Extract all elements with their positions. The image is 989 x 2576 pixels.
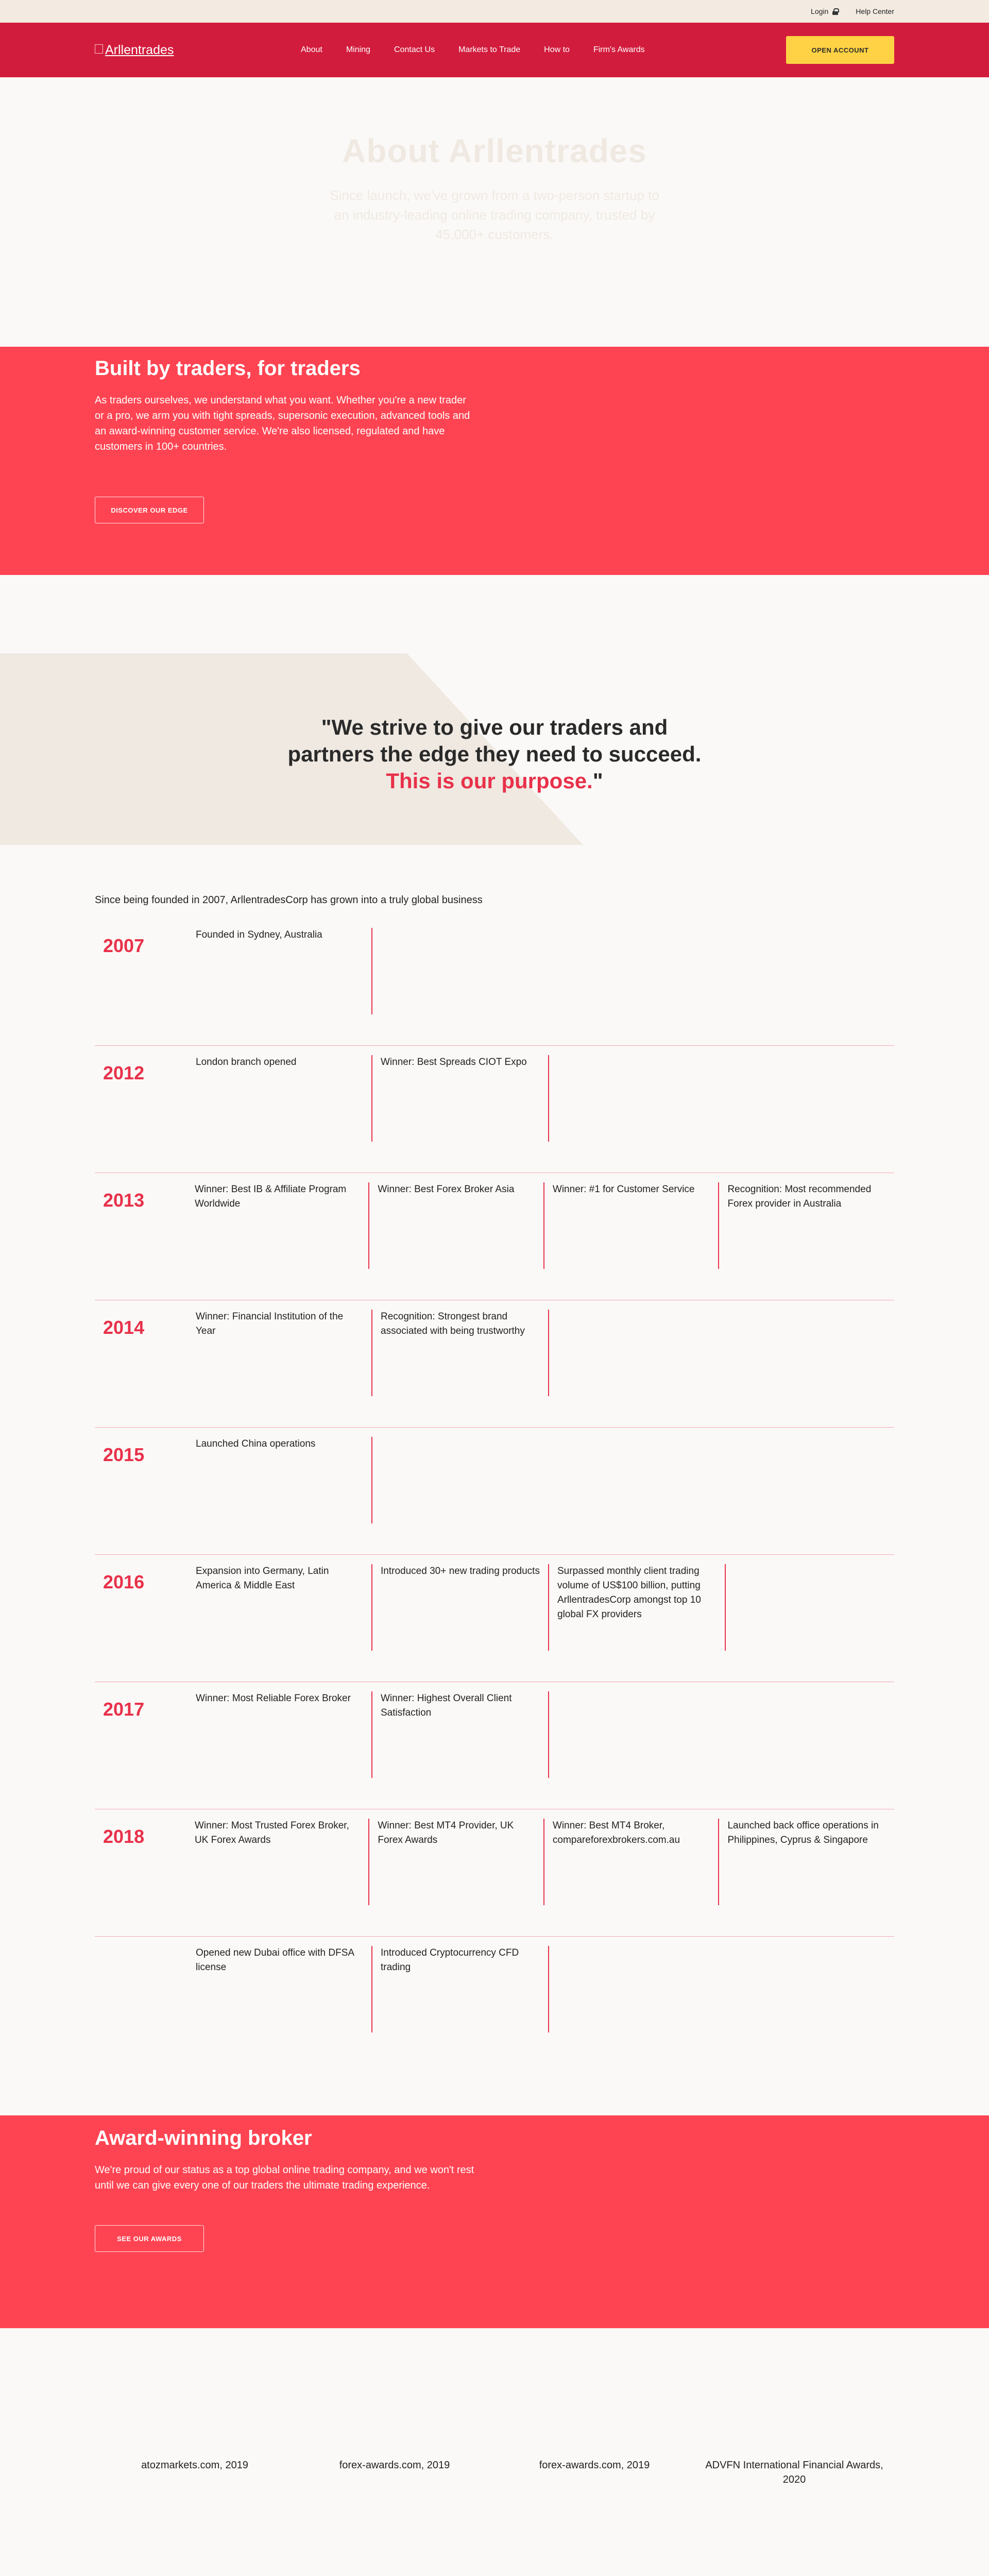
- awards-list-section: [0, 2328, 989, 2576]
- timeline-milestone: Recognition: Most recommended Forex provider in Australia: [727, 1184, 872, 1209]
- logo-text: Arllentrades: [105, 42, 174, 57]
- timeline-milestone: Winner: Best Forex Broker Asia: [369, 1182, 544, 1269]
- timeline-milestone: Winner: Highest Overall Client Satisfaction: [372, 1691, 549, 1778]
- nav-firms-awards[interactable]: Firm's Awards: [593, 45, 645, 54]
- timeline-row: [95, 1809, 894, 1937]
- timeline-milestone: Surpassed monthly client trading volume of US$100 billion, putting ArllentradesCorp amongst top 10 global FX providers: [549, 1564, 726, 1651]
- award-title: Award-winning broker: [95, 2127, 312, 2149]
- purpose-quote-section: [0, 575, 989, 884]
- timeline-milestone: Winner: Best IB & Affiliate Program Worldwide: [195, 1182, 369, 1269]
- quote-line-1: "We strive to give our traders and: [321, 715, 668, 739]
- timeline-milestone: Winner: #1 for Customer Service: [544, 1182, 720, 1269]
- award-item: forex-awards.com, 2019: [339, 2460, 450, 2471]
- main-nav: [301, 45, 645, 55]
- quote-line-2: partners the edge they need to succeed.: [287, 742, 702, 766]
- nav-mining[interactable]: Mining: [346, 45, 370, 54]
- hero-subtitle: Since launch, we've grown from a two-person startup to an industry-leading online trading company, trusted by 45,000+ customers.: [330, 188, 659, 242]
- timeline-milestone: Launched China operations: [196, 1437, 372, 1523]
- hero-section: [0, 77, 989, 347]
- timeline-row: [95, 1682, 894, 1809]
- timeline-milestone: Recognition: Strongest brand associated with being trustworthy: [372, 1310, 549, 1396]
- site-logo[interactable]: [95, 43, 301, 58]
- help-center-label: Help Center: [856, 7, 894, 15]
- timeline-year: 2014: [103, 1317, 145, 1338]
- timeline-milestone: London branch opened: [196, 1055, 372, 1142]
- discover-edge-button[interactable]: DISCOVER OUR EDGE: [95, 497, 204, 523]
- timeline-row: [95, 1046, 894, 1173]
- timeline-milestone: Winner: Best MT4 Broker, compareforexbrokers.com.au: [544, 1819, 720, 1905]
- award-item: atozmarkets.com, 2019: [141, 2460, 248, 2471]
- timeline-year: 2013: [103, 1190, 145, 1211]
- quote-accent: This is our purpose.: [386, 769, 593, 793]
- timeline-row: [95, 1428, 894, 1555]
- timeline-milestone: Winner: Best Spreads CIOT Expo: [372, 1055, 549, 1142]
- timeline-row: [95, 1173, 894, 1300]
- timeline-milestone: Founded in Sydney, Australia: [196, 928, 372, 1014]
- timeline-milestone: Winner: Most Reliable Forex Broker: [196, 1691, 372, 1778]
- timeline-rows: [95, 919, 894, 2064]
- open-account-button[interactable]: OPEN ACCOUNT: [786, 36, 894, 64]
- timeline-intro: Since being founded in 2007, ArllentradesCorp has grown into a truly global business: [95, 894, 483, 906]
- timeline-year: [95, 1946, 196, 2064]
- timeline-year: 2012: [103, 1062, 145, 1083]
- timeline-milestone: Winner: Financial Institution of the Year: [196, 1310, 372, 1396]
- login-label: Login: [811, 7, 829, 15]
- purpose-quote: [0, 714, 989, 794]
- built-body: As traders ourselves, we understand what you want. Whether you're a new trader or a pro, we arm you with tight spreads, supersonic execution, advanced tools and an award-winning customer service. We're also licensed, regulated and have customers in 100+ countries.: [95, 395, 470, 452]
- timeline-year: 2015: [103, 1444, 145, 1465]
- timeline-year: 2016: [103, 1571, 145, 1592]
- hero-title: About Arllentrades: [342, 132, 647, 170]
- built-title: Built by traders, for traders: [95, 357, 361, 380]
- nav-contact-us[interactable]: Contact Us: [394, 45, 435, 54]
- broken-image-icon: [95, 44, 103, 54]
- timeline-milestone: Introduced 30+ new trading products: [372, 1564, 549, 1651]
- help-center-link[interactable]: [856, 7, 894, 15]
- timeline-section: [0, 884, 989, 2115]
- see-awards-button[interactable]: SEE OUR AWARDS: [95, 2225, 204, 2252]
- built-section: [0, 347, 989, 575]
- main-header: [0, 23, 989, 77]
- timeline-row: [95, 1555, 894, 1682]
- award-body: We're proud of our status as a top global online trading company, and we won't rest until we can give every one of our traders the ultimate trading experience.: [95, 2164, 474, 2191]
- timeline-milestone: Launched back office operations in Philippines, Cyprus & Singapore: [727, 1820, 879, 1845]
- utility-bar: [0, 0, 989, 23]
- timeline-milestone: Winner: Best MT4 Provider, UK Forex Awards: [369, 1819, 544, 1905]
- timeline-row: [95, 919, 894, 1046]
- award-item: ADVFN International Financial Awards, 2020: [705, 2460, 883, 2485]
- timeline-milestone: Opened new Dubai office with DFSA license: [196, 1946, 372, 2032]
- quote-close: ": [592, 769, 603, 793]
- nav-about[interactable]: About: [301, 45, 322, 54]
- timeline-milestone: Winner: Most Trusted Forex Broker, UK Forex Awards: [195, 1819, 369, 1905]
- nav-how-to[interactable]: How to: [544, 45, 570, 54]
- lock-icon: [832, 8, 838, 15]
- login-link[interactable]: [811, 7, 838, 15]
- timeline-milestone: Introduced Cryptocurrency CFD trading: [372, 1946, 549, 2032]
- timeline-year: 2017: [103, 1699, 145, 1720]
- timeline-year: 2007: [103, 935, 145, 956]
- timeline-row: [95, 1300, 894, 1428]
- nav-markets-to-trade[interactable]: Markets to Trade: [458, 45, 521, 54]
- award-section: [0, 2115, 989, 2328]
- timeline-row: [95, 1937, 894, 2064]
- timeline-milestone: Expansion into Germany, Latin America & Middle East: [196, 1564, 372, 1651]
- timeline-year: 2018: [103, 1826, 145, 1847]
- award-item: forex-awards.com, 2019: [539, 2460, 650, 2471]
